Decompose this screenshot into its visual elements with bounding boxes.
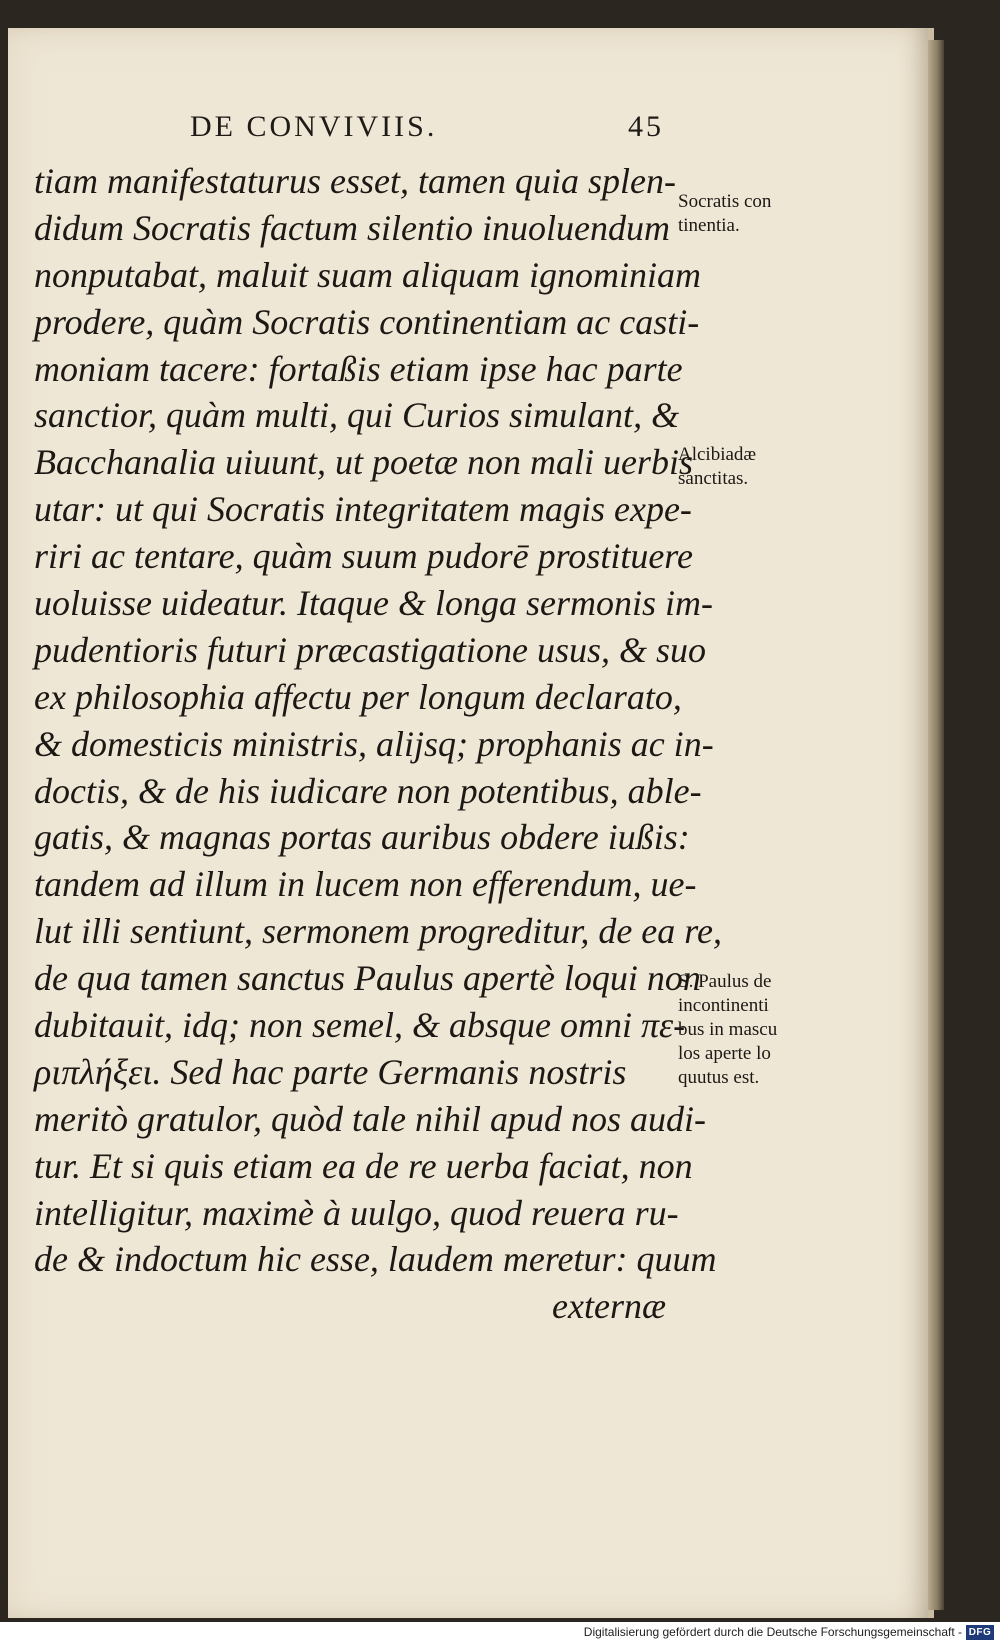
marginal-note-line: Alcibiadæ <box>678 444 757 465</box>
text-line: nonputabat, maluit suam aliquam ignominiam <box>34 254 702 295</box>
marginal-note-alcibiadae <box>678 443 838 491</box>
catchword: externæ <box>552 1286 666 1327</box>
text-line: ριπλήξει. Sed hac parte Germanis nostris <box>34 1051 627 1092</box>
text-line: meritò gratulor, quòd tale nihil apud nos audi- <box>34 1098 707 1139</box>
marginal-note-line: S. Paulus de <box>678 971 772 992</box>
marginal-note-line: tinentia. <box>678 215 740 236</box>
text-line: moniam tacere: fortaßis etiam ipse hac parte <box>34 348 683 389</box>
text-line: intelligitur, maximè à uulgo, quod reuera ru- <box>34 1192 679 1233</box>
dfg-logo: DFG <box>966 1625 994 1640</box>
marginal-note-line: bus in mascu <box>678 1019 778 1040</box>
text-line: Bacchanalia uiuunt, ut poetæ non mali uerbis <box>34 442 693 483</box>
marginal-note-line: Socratis con <box>678 191 772 212</box>
footer-bar <box>0 1622 1000 1644</box>
text-line: prodere, quàm Socratis continentiam ac casti- <box>34 301 700 342</box>
text-line: dubitauit, idq; non semel, & absque omni πε- <box>34 1005 686 1046</box>
text-line: & domesticis ministris, alijsq; prophanis ac in- <box>34 723 714 764</box>
text-line: sanctior, quàm multi, qui Curios simulant, & <box>34 395 680 436</box>
marginal-note-line: quutus est. <box>678 1067 760 1088</box>
text-line: didum Socratis factum silentio inuoluendum <box>34 207 670 248</box>
text-line: pudentioris futuri præcastigatione usus, & suo <box>34 629 707 670</box>
text-line: tandem ad illum in lucem non efferendum, ue- <box>34 864 697 905</box>
text-line: riri ac tentare, quàm suum pudorē prostituere <box>34 536 693 577</box>
marginal-note-line: los aperte lo <box>678 1043 771 1064</box>
text-line: tiam manifestaturus esset, tamen quia splen- <box>34 161 676 201</box>
funding-credit: Digitalisierung gefördert durch die Deutsche Forschungsgemeinschaft - <box>583 1625 962 1639</box>
text-line: uoluisse uideatur. Itaque & longa sermonis im- <box>34 583 713 624</box>
text-line: doctis, & de his iudicare non potentibus, able- <box>34 770 702 811</box>
text-line: utar: ut qui Socratis integritatem magis expe- <box>34 489 692 530</box>
text-line: de qua tamen sanctus Paulus apertè loqui non <box>34 958 701 999</box>
marginal-note-socratis <box>678 190 838 238</box>
running-header <box>190 110 670 150</box>
marginal-note-line: incontinenti <box>678 995 769 1016</box>
marginal-note-paulus <box>678 970 838 1090</box>
text-line: ex philosophia affectu per longum declarato, <box>34 676 682 717</box>
page-number: 45 <box>628 110 664 143</box>
text-line: lut illi sentiunt, sermonem progreditur, de ea re, <box>34 911 722 952</box>
text-line: gatis, & magnas portas auribus obdere iußis: <box>34 817 690 858</box>
marginal-note-line: sanctitas. <box>678 468 749 489</box>
running-title: DE CONVIVIIS. <box>190 110 438 143</box>
text-line: de & indoctum hic esse, laudem meretur: quum <box>34 1239 717 1280</box>
page-edge <box>928 40 944 1610</box>
text-line: tur. Et si quis etiam ea de re uerba faciat, non <box>34 1145 693 1186</box>
